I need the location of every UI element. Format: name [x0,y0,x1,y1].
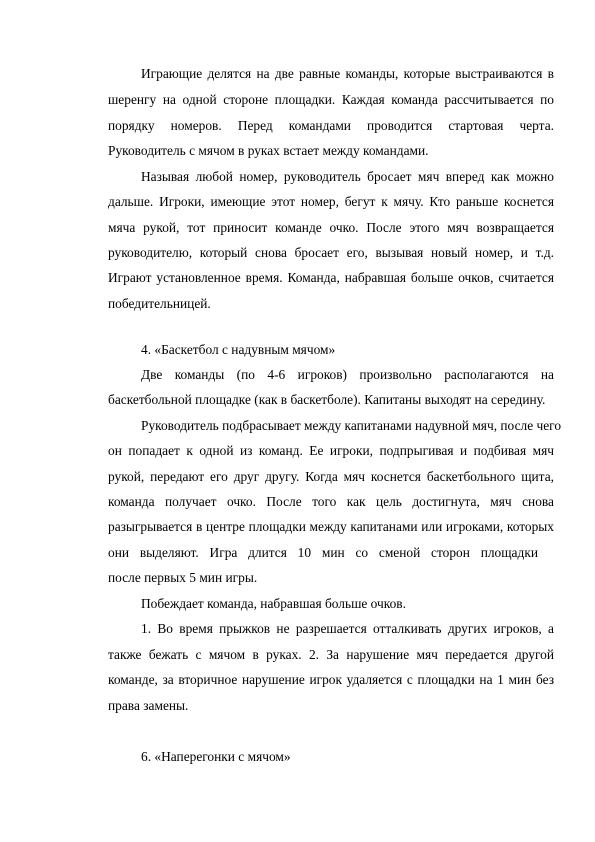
paragraph-1-line-4: Руководитель с мячом в руках встает между командами. [108,143,429,158]
paragraph-2-line-1: Называя любой номер, руководитель бросает мяч вперед как можно [141,169,554,184]
paragraph-4-line-7: после первых 5 мин игры. [108,570,258,585]
paragraph-1-line-1: Играющие делятся на две равные команды, которые выстраиваются в [141,66,554,81]
paragraph-3-line-2: баскетбольной площадке (как в баскетболе). Капитаны выходят на середину. [108,392,546,407]
paragraph-1-line-2: шеренгу на одной стороне площадки. Каждая команда рассчитывается по [108,92,554,107]
paragraph-6-line-4: права замены. [108,698,189,713]
paragraph-4-line-3: рукой, передают его друг другу. Когда мяч коснется баскетбольного щита, [108,469,554,484]
paragraph-5-line-1: Побеждает команда, набравшая больше очков. [141,596,406,611]
paragraph-6-line-2: также бежать с мячом в руках. 2. За нарушение мяч передается другой [108,647,554,662]
paragraph-4-line-6: они выделяют. Игра длится 10 мин со сменой сторон площадки [108,545,538,560]
section-heading-6: 6. «Наперегонки с мячом» [141,749,291,764]
paragraph-2-line-5: Играют установленное время. Команда, набравшая больше очков, считается [108,270,554,285]
paragraph-4-line-4: команда получает очко. После того как цель достигнута, мяч снова [108,494,554,509]
paragraph-6-line-3: команде, за вторичное нарушение игрок удаляется с площадки на 1 мин без [108,672,554,687]
section-heading-4: 4. «Баскетбол с надувным мячом» [141,342,336,357]
paragraph-6-line-1: 1. Во время прыжков не разрешается отталкивать других игроков, а [141,621,554,636]
paragraph-1-line-3: порядку номеров. Перед командами проводится стартовая черта. [108,118,554,133]
paragraph-2-line-3: мяча рукой, тот приносит команде очко. После этого мяч возвращается [108,220,554,235]
paragraph-4-line-2: он попадает к одной из команд. Ее игроки, подпрыгивая и подбивая мяч [108,443,554,458]
paragraph-3-line-1: Две команды (по 4-6 игроков) произвольно располагаются на [141,367,554,382]
paragraph-4-line-1: Руководитель подбрасывает между капитанами надувной мяч, после чего [141,418,562,433]
paragraph-2-line-4: руководителю, который снова бросает его, вызывая новый номер, и т.д. [108,245,554,260]
paragraph-4-line-5: разыгрывается в центре площадки между капитанами или игроками, которых [108,519,554,534]
paragraph-2-line-2: дальше. Игроки, имеющие этот номер, бегут к мячу. Кто раньше коснется [108,194,554,209]
paragraph-2-line-6: победительницей. [108,296,211,311]
